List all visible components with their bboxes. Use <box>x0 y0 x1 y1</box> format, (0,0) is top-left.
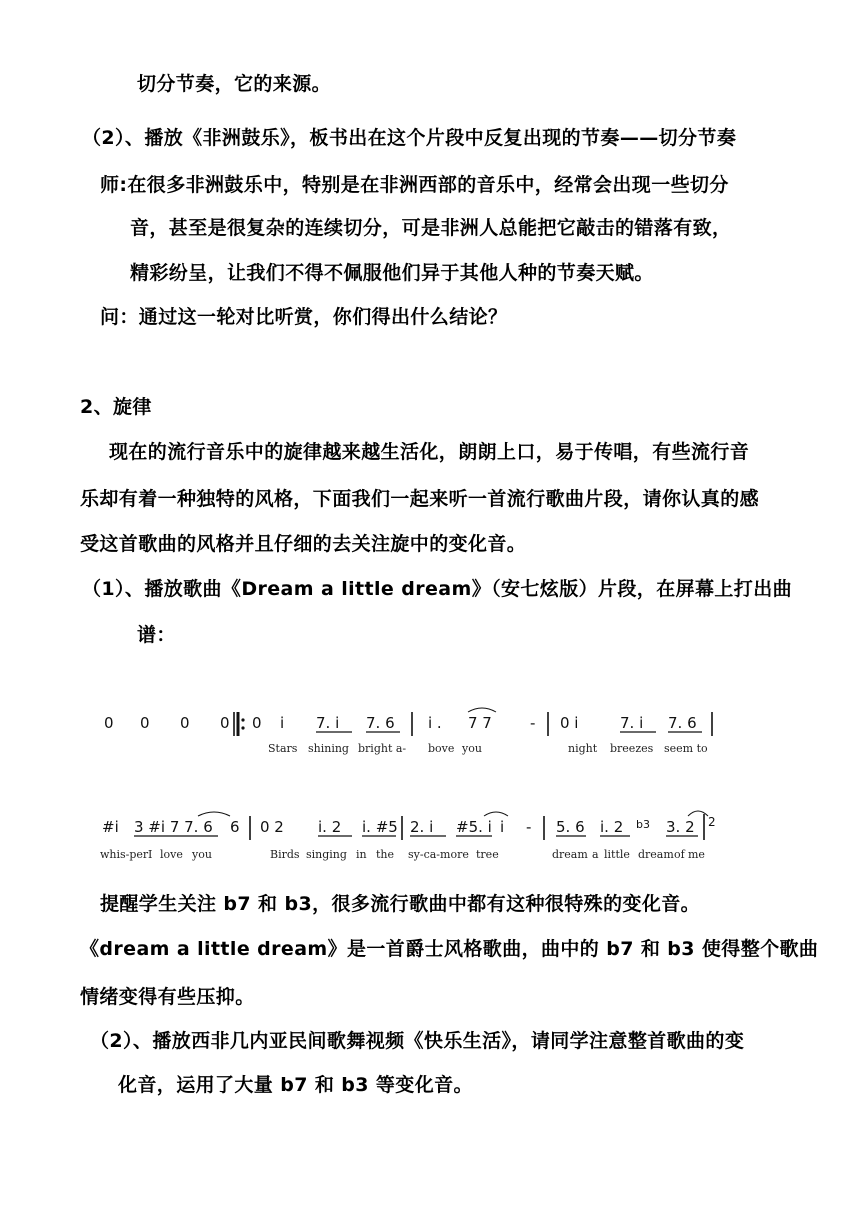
note: i. 2 <box>600 818 624 836</box>
lyric: Birds <box>270 848 300 861</box>
lyric: seem to <box>664 742 708 755</box>
lyric: dream <box>638 848 674 861</box>
text-line-6: 问：通过这一轮对比听赏，你们得出什么结论？ <box>100 306 508 328</box>
paragraph-line-1: 现在的流行音乐中的旋律越来越生活化，朗朗上口，易于传唱，有些流行音 <box>109 441 750 463</box>
lyric: shining <box>308 742 349 755</box>
lyric: of <box>674 848 685 861</box>
description-line-1: 《dream a little dream》是一首爵士风格歌曲，曲中的 b7 和 b3 使得整个歌曲 <box>80 938 819 960</box>
repeat-dot <box>241 718 244 721</box>
note: 5. 6 <box>556 818 585 836</box>
reminder-line: 提醒学生关注 b7 和 b3，很多流行歌曲中都有这种很特殊的变化音。 <box>100 893 701 915</box>
score-row-2 <box>100 811 716 861</box>
item-2-line-2: 化音，运用了大量 b7 和 b3 等变化音。 <box>118 1074 473 1096</box>
lyric: whis-per <box>100 848 149 861</box>
item-1-line-1: （1）、播放歌曲《Dream a little dream》（安七炫版）片段，在屏幕上打出曲 <box>82 578 792 600</box>
tie <box>468 708 496 712</box>
text-line-4: 音，甚至是很复杂的连续切分，可是非洲人总能把它敲击的错落有致， <box>130 217 732 239</box>
note: 7. i <box>620 714 644 732</box>
note: 6 <box>230 818 240 836</box>
lyric: dream <box>552 848 588 861</box>
score-row-1 <box>104 708 712 755</box>
note: #5. i <box>456 818 492 836</box>
lyric: bove <box>428 742 455 755</box>
item-2-line-1: （2）、播放西非几内亚民间歌舞视频《快乐生活》，请同学注意整首歌曲的变 <box>90 1030 745 1052</box>
text-line-5: 精彩纷呈，让我们不得不佩服他们异于其他人种的节奏天赋。 <box>130 262 654 284</box>
note: 0 2 <box>260 818 284 836</box>
lyric: in <box>356 848 367 861</box>
tie <box>688 811 708 816</box>
note: 0 <box>104 714 114 732</box>
note: i <box>280 714 285 732</box>
numbered-notation <box>90 698 730 868</box>
text-line-2: （2）、播放《非洲鼓乐》，板书出在这个片段中反复出现的节奏——切分节奏 <box>82 127 737 149</box>
lyric: tree <box>476 848 499 861</box>
note: 3 #i 7 7. 6 <box>134 818 213 836</box>
note: b3 <box>636 818 650 831</box>
description-line-2: 情绪变得有些压抑。 <box>80 986 255 1008</box>
note: 7. 6 <box>668 714 697 732</box>
lyric: you <box>192 848 212 861</box>
note: i . <box>428 714 442 732</box>
lyric: a <box>592 848 599 861</box>
paragraph-line-3: 受这首歌曲的风格并且仔细的去关注旋中的变化音。 <box>80 533 527 555</box>
lyric: singing <box>306 848 347 861</box>
note: 7. 6 <box>366 714 395 732</box>
paragraph-line-2: 乐却有着一种独特的风格，下面我们一起来听一首流行歌曲片段，请你认真的感 <box>80 488 760 510</box>
lyric: little <box>604 848 630 861</box>
lyric: you <box>462 742 482 755</box>
note: - <box>530 714 536 732</box>
note: - <box>526 818 532 836</box>
note: 2 <box>708 815 716 829</box>
note: 0 <box>220 714 230 732</box>
lyric: love <box>160 848 183 861</box>
note: 7. i <box>316 714 340 732</box>
note: 0 i <box>560 714 579 732</box>
lyric: the <box>376 848 395 861</box>
text-line-3: 师:在很多非洲鼓乐中，特别是在非洲西部的音乐中，经常会出现一些切分 <box>100 174 729 196</box>
text-line-1: 切分节奏，它的来源。 <box>137 73 332 95</box>
note: 7 7 <box>468 714 492 732</box>
section-heading: 2、旋律 <box>80 396 152 418</box>
lyric: sy-ca-more <box>408 848 469 861</box>
repeat-dot <box>241 726 244 729</box>
lyric: I <box>148 848 153 861</box>
lyric: Stars <box>268 742 298 755</box>
lyric: breezes <box>610 742 654 755</box>
tie <box>484 812 508 816</box>
note: 0 <box>140 714 150 732</box>
note: i <box>500 818 505 836</box>
note: i. 2 <box>318 818 342 836</box>
note: 0 <box>180 714 190 732</box>
item-1-line-2: 谱： <box>137 624 176 646</box>
music-score <box>90 698 730 868</box>
lyric: night <box>568 742 598 755</box>
note: i. #5 <box>362 818 398 836</box>
note: 3. 2 <box>666 818 695 836</box>
note: 2. i <box>410 818 434 836</box>
lyric: me <box>688 848 705 861</box>
note: #i <box>102 818 119 836</box>
lyric: bright a- <box>358 742 407 755</box>
tie <box>198 812 230 816</box>
note: 0 <box>252 714 262 732</box>
